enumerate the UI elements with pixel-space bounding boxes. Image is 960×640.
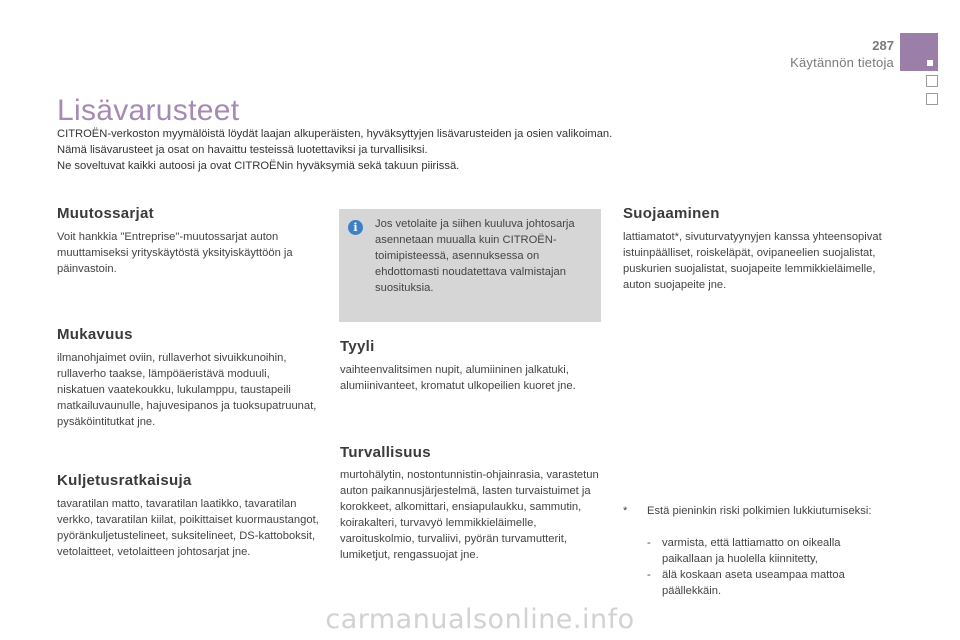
section-title-tyyli: Tyyli <box>340 338 375 355</box>
section-title-mukavuus: Mukavuus <box>57 326 133 343</box>
section-body-turvallisuus: murtohälytin, nostontunnistin-ohjainrasia, varastetun auton paikannusjärjestelmä, lasten turvaistuimet ja korokkeet, alkomittari, ensiapulaukku, sammutin, koirakalteri, turvavyö lemmikkieläimelle, varoituskolmio, turvaliivi, pyörän turvamutterit, lumiketjut, rengassuojat jne. <box>340 469 599 561</box>
section-body-mukavuus: ilmanohjaimet oviin, rullaverhot sivuikkunoihin, rullaverho taakse, lämpöäeristävä moduuli, niskatuen vaatekoukku, lukulamppu, taustapeili matkailuvaunulle, hajuvesipanos ja tuoksupatruunat, pysäköintitutkat jne. <box>57 352 317 428</box>
section-title-turvallisuus: Turvallisuus <box>340 444 431 461</box>
intro-line: Ne soveltuvat kaikki autoosi ja ovat CITROËNin hyväksymiä sekä takuun piirissä. <box>57 160 460 172</box>
section-title-kuljetusratkaisuja: Kuljetusratkaisuja <box>57 472 192 489</box>
chapter-title: Käytännön tietoja <box>790 55 894 70</box>
intro-line: Nämä lisävarusteet ja osat on havaittu testeissä luotettaviksi ja turvallisiksi. <box>57 144 428 156</box>
info-icon: i <box>348 220 363 235</box>
section-body-kuljetusratkaisuja: tavaratilan matto, tavaratilan laatikko, tavaratilan verkko, tavaratilan kiilat, poikittaiset kuormaustangot, pyöränkuljetustelineet, suksitelineet, DS-kattoboksit, vetolaitteet, vetolaitteen johtosarjat jne. <box>57 498 319 558</box>
footnote-marker: * <box>623 505 628 517</box>
section-title-suojaaminen: Suojaaminen <box>623 205 720 222</box>
tab-box-1-icon <box>926 75 938 87</box>
section-body-tyyli: vaihteenvalitsimen nupit, alumiininen jalkatuki, alumiinivanteet, kromatut ulkopeilien kuoret jne. <box>340 364 576 392</box>
intro-text <box>57 126 717 174</box>
intro-line: CITROËN-verkoston myymälöistä löydät laajan alkuperäisten, hyväksyttyjen lisävarusteiden ja osien valikoiman. <box>57 128 613 140</box>
footnote-item-dash: - <box>647 569 651 581</box>
tab-box-2-icon <box>926 93 938 105</box>
info-note-box <box>339 209 601 322</box>
footnote-item-dash: - <box>647 537 651 549</box>
info-note-text: Jos vetolaite ja siihen kuuluva johtosarja asennetaan muualla kuin CITROËN-toimipisteessä, asennuksessa on ehdottomasti noudatettava valmistajan suosituksia. <box>375 218 575 294</box>
page-number: 287 <box>872 38 894 53</box>
footnote-text: Estä pieninkin riski polkimien lukkiutumiseksi: <box>647 505 872 517</box>
watermark: carmanualsonline.info <box>325 604 635 635</box>
chapter-tab-marker <box>900 33 938 71</box>
section-body-muutossarjat: Voit hankkia "Entreprise"-muutossarjat auton muuttamiseksi yrityskäytöstä yksityiskäyttöön ja päinvastoin. <box>57 231 293 275</box>
section-body-suojaaminen: lattiamatot*, sivuturvatyynyjen kanssa yhteensopivat istuinpäälliset, roiskeläpät, ovipaneelien suojalistat, puskurien suojalistat, suojapeite lemmikkieläimelle, auton suojapeite jne. <box>623 231 882 291</box>
page-title: Lisävarusteet <box>57 94 240 127</box>
footnote-item-text: varmista, että lattiamatto on oikealla paikallaan ja huolella kiinnitetty, <box>662 537 841 565</box>
footnote-item-text: älä koskaan aseta useampaa mattoa päällekkäin. <box>662 569 845 597</box>
section-title-muutossarjat: Muutossarjat <box>57 205 154 222</box>
tab-dot-icon <box>927 60 933 66</box>
